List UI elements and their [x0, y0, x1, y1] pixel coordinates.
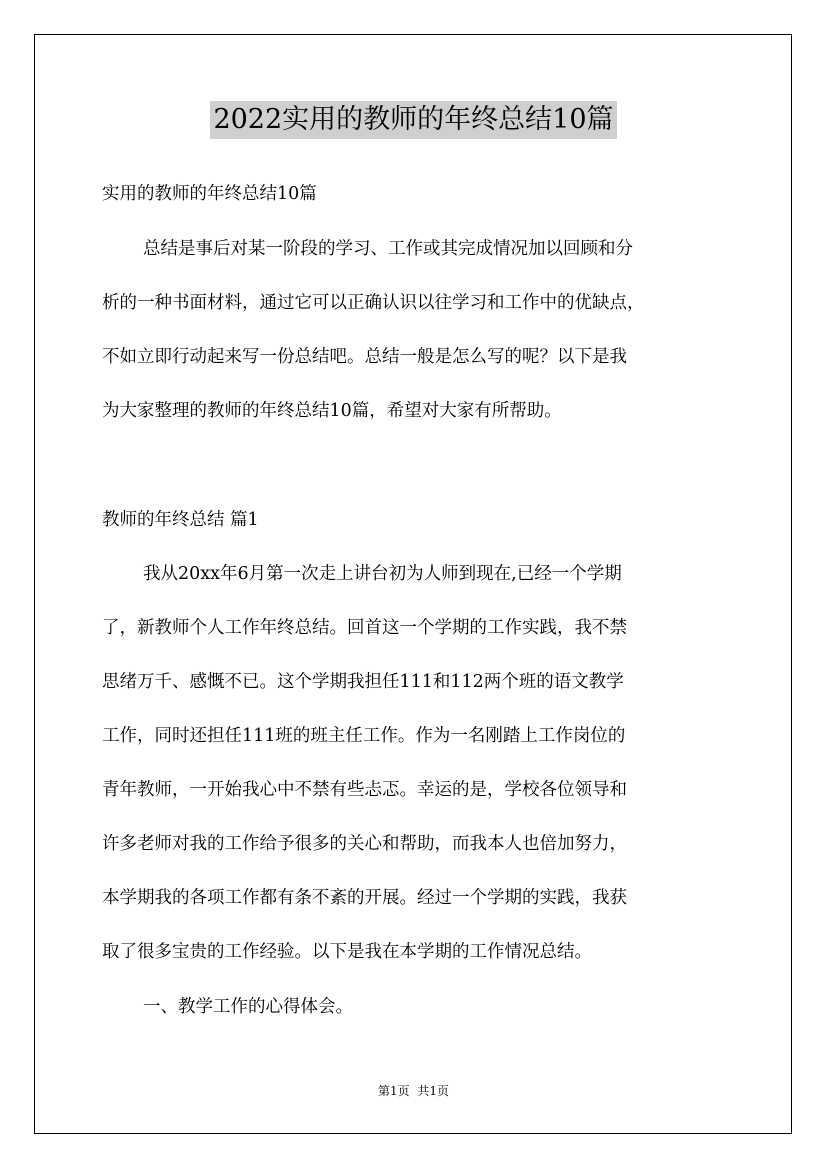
- document-title: 2022实用的教师的年终总结10篇: [210, 101, 616, 139]
- section-heading: 教师的年终总结 篇1: [102, 510, 259, 530]
- document-subtitle: 实用的教师的年终总结10篇: [102, 184, 317, 204]
- intro-line-1: 总结是事后对某一阶段的学习、工作或其完成情况加以回顾和分: [143, 239, 633, 259]
- section-line-3: 思绪万千、感慨不已。这个学期我担任111和112两个班的语文教学: [102, 672, 624, 692]
- section-line-5: 青年教师，一开始我心中不禁有些忐忑。幸运的是，学校各位领导和: [102, 780, 627, 800]
- subsection-heading: 一、教学工作的心得体会。: [143, 997, 353, 1017]
- page-total: 共1页: [417, 1084, 449, 1098]
- intro-line-4: 为大家整理的教师的年终总结10篇，希望对大家有所帮助。: [102, 401, 562, 421]
- intro-line-3: 不如立即行动起来写一份总结吧。总结一般是怎么写的呢？以下是我: [102, 347, 627, 367]
- page-footer: [0, 1083, 827, 1099]
- intro-line-2: 析的一种书面材料，通过它可以正确认识以往学习和工作中的优缺点，: [102, 293, 645, 313]
- section-line-8: 取了很多宝贵的工作经验。以下是我在本学期的工作情况总结。: [102, 942, 592, 962]
- section-line-6: 许多老师对我的工作给予很多的关心和帮助，而我本人也倍加努力，: [102, 834, 627, 854]
- section-line-1: 我从20xx年6月第一次走上讲台初为人师到现在,已经一个学期: [143, 564, 622, 584]
- section-line-4: 工作，同时还担任111班的班主任工作。作为一名刚踏上工作岗位的: [102, 726, 626, 746]
- section-line-7: 本学期我的各项工作都有条不紊的开展。经过一个学期的实践，我获: [102, 888, 627, 908]
- page-number: 第1页: [378, 1084, 410, 1098]
- section-line-2: 了，新教师个人工作年终总结。回首这一个学期的工作实践，我不禁: [102, 618, 627, 638]
- title-block: [0, 101, 827, 139]
